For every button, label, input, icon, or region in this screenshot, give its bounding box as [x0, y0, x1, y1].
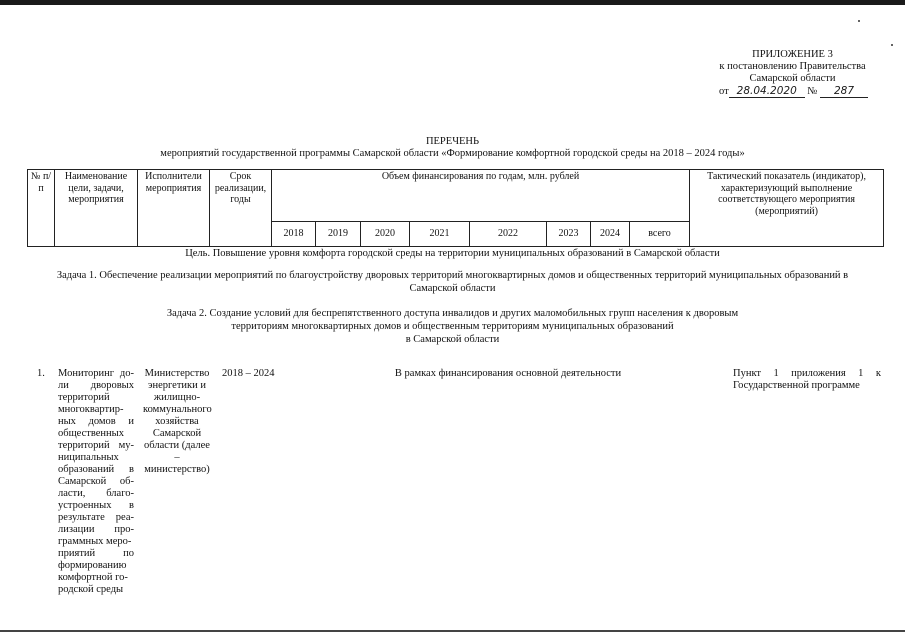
header-year: 2023	[547, 221, 591, 246]
scan-speck	[891, 44, 893, 46]
row-1-name-line: общественных	[58, 428, 124, 439]
title-subtitle: мероприятий государственной программы Самарской области «Формирование комфортной городской среды на 2018 – 2024 годы»	[160, 148, 745, 159]
row-1-funding: В рамках финансирования основной деятельности	[394, 368, 622, 379]
header-col-name: Наименование цели, задачи, мероприятия	[55, 170, 138, 247]
appendix-label: ПРИЛОЖЕНИЕ 3	[752, 49, 833, 60]
row-1-name-line: результате реа-	[58, 512, 134, 523]
task-2-line: территориям многоквартирных домов и общественным территориям муниципальных образований	[231, 321, 674, 332]
task-2-line: Задача 2. Создание условий для беспрепятственного доступа инвалидов и других маломобильных групп населения к дворовым	[166, 308, 739, 319]
row-1-name-line: комфортной го-	[58, 572, 128, 583]
row-1-number: 1.	[37, 368, 45, 379]
appendix-line3: Самарской области	[749, 73, 836, 84]
row-1-name-line: территорий му-	[58, 440, 134, 451]
row-1-name-line: Самарской об-	[58, 476, 134, 487]
header-table	[27, 169, 884, 247]
row-1-name-line: образований в	[58, 464, 134, 475]
header-year: 2019	[316, 221, 361, 246]
header-year: 2022	[470, 221, 547, 246]
date-prefix: от	[719, 86, 729, 97]
header-col-no: № п/п	[28, 170, 55, 247]
header-col-exec: Исполнители мероприятия	[138, 170, 210, 247]
header-col-term: Срок реализации, годы	[210, 170, 272, 247]
row-1-term: 2018 – 2024	[222, 368, 275, 379]
task-2-text	[100, 307, 805, 346]
appendix-line2: к постановлению Правительства	[719, 61, 866, 72]
header-year: 2020	[361, 221, 410, 246]
header-col-funding: Объем финансирования по годам, млн. рублей	[272, 170, 690, 222]
header-year: 2021	[410, 221, 470, 246]
goal-text: Цель. Повышение уровня комфорта городской среды на территории муниципальных образований в Самарской области	[185, 248, 720, 259]
document-title	[0, 136, 905, 160]
task-1-text: Задача 1. Обеспечение реализации мероприятий по благоустройству дворовых территорий многоквартирных домов и общественных территорий муниципальных образований в Самарской области	[56, 270, 849, 294]
row-1-name-line: ниципальных	[58, 452, 119, 463]
scan-speck	[858, 20, 860, 22]
header-year: 2018	[272, 221, 316, 246]
row-1-name-line: граммных меро-	[58, 536, 132, 547]
header-year: 2024	[591, 221, 630, 246]
row-1-name-line: ных домов и	[58, 416, 134, 427]
row-1-name-line: приятий по	[58, 548, 134, 559]
row-1-name-line: устроенных в	[58, 500, 134, 511]
row-1-name-line: ли дворовых	[58, 380, 134, 391]
row-1-name-line: территорий	[58, 392, 110, 403]
row-1-name-line: родской среды	[58, 584, 124, 595]
task-2-line: в Самарской области	[405, 334, 500, 345]
row-1-name-line: формированию	[58, 560, 127, 571]
scan-bottom-border	[0, 630, 905, 632]
row-1-name-line: лизации про-	[58, 524, 134, 535]
appendix-stamp	[705, 49, 880, 98]
header-year-total: всего	[630, 221, 690, 246]
appendix-date-line	[705, 86, 880, 98]
scan-top-border	[0, 0, 905, 5]
row-1-name-line: Мониторинг до-	[58, 368, 134, 379]
row-1-executor: Министерство энергетики и жилищно-коммунального хозяйства Самарской области (далее – министерство)	[143, 368, 212, 475]
header-col-indicator: Тактический показатель (индикатор), характеризующий выполнение соответствующего мероприятия (мероприятий)	[690, 170, 884, 247]
row-1-indicator: Пункт 1 приложения 1 к Государственной программе	[733, 368, 881, 391]
row-1-name	[58, 368, 134, 596]
handwritten-date: 28.04.2020	[729, 86, 805, 98]
row-1-name-line: многоквартир-	[58, 404, 124, 415]
title-heading: ПЕРЕЧЕНЬ	[425, 136, 480, 147]
row-1-name-line: ласти, благо-	[58, 488, 134, 499]
number-sign: №	[807, 86, 818, 97]
handwritten-number: 287	[820, 86, 868, 98]
